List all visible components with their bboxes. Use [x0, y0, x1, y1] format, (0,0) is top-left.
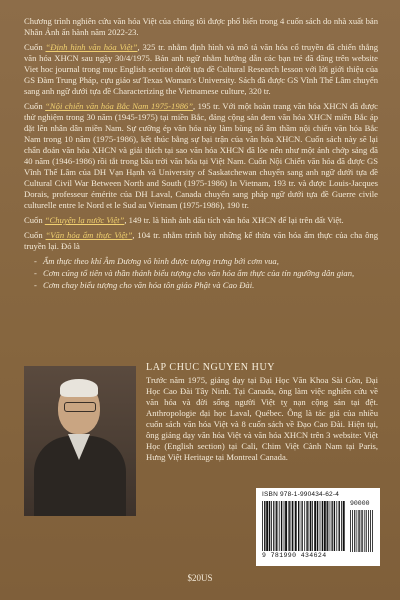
ean-number: 9 781990 434624 — [262, 552, 327, 559]
barcode-bar — [352, 510, 353, 552]
intro-paragraph: Chương trình nghiên cứu văn hóa Việt của chúng tôi được phổ biến trong 4 cuốn sách do nhà xuất bản Nhân Ảnh ấn hành năm 2022-23. — [24, 16, 378, 37]
barcode-bar — [368, 510, 369, 552]
barcode-bar — [343, 501, 345, 551]
barcode-bar — [331, 501, 332, 551]
barcode-bar — [362, 510, 363, 552]
barcode-bar — [279, 501, 280, 551]
barcode-bar — [262, 501, 263, 551]
barcode-bar — [320, 501, 321, 551]
barcode-bar — [304, 501, 305, 551]
description-text — [24, 16, 378, 292]
book3-title: “Chuyện lạ nước Việt” — [44, 215, 125, 225]
barcode-bar — [334, 501, 335, 551]
barcode-bar — [372, 510, 373, 552]
barcode-bar — [354, 510, 355, 552]
barcode-bar — [312, 501, 313, 551]
barcode-bar — [309, 501, 310, 551]
barcode-bar — [310, 501, 311, 551]
barcode-bar — [306, 501, 307, 551]
barcode-bar — [314, 501, 316, 551]
barcode-bar — [370, 510, 371, 552]
barcode-bar — [298, 501, 299, 551]
author-photo-glasses — [64, 402, 96, 412]
barcode-bar — [364, 510, 365, 552]
list-item: - Cơm chay biểu tượng cho văn hóa tôn giáo Phật và Cao Đài. — [34, 280, 378, 291]
barcode-bar — [358, 510, 359, 552]
barcode-addon: 90000 — [350, 500, 370, 507]
book1-title: “Định hình văn hóa Việt” — [45, 42, 138, 52]
barcode-bar — [356, 510, 357, 552]
isbn-number: ISBN 978-1-990434-62-4 — [262, 491, 340, 498]
barcode-bar — [332, 501, 333, 551]
barcode-bar — [336, 501, 337, 551]
barcode-bar — [366, 510, 367, 552]
book2-paragraph: Cuốn “Nội chiến văn hóa Bắc Nam 1975-1986”, 195 tr. Với một hoàn trang văn hóa XHCN đã được thử nghiệm trong 30 năm (1945-1975) tại miền Bắc, đảng cộng sản đem văn hóa XHCN miền Bắc áp đặt lên nhân dân miền Nam. Sự cưỡng ép văn hóa này làm bùng nổ âm thầm nội chiến văn hóa Bắc Nam trong 10 năm (1975-1986), kết thúc bằng sự bại trận của văn hóa XHCN. Cuốn sách này sẽ lại chẩn đoán văn hóa XHCN và giải thích tại sao văn hóa XHCN đã lòe nên như một ánh chớp sáng đã 40 năm (1946-1986) rồi tắt trong bầu trời văn hóa tại Việt Nam. Cuốn Nội Chiến văn hóa đã được GS Vĩnh Thế Lâm của DH Vạn Hạnh và University of Saskatchewan chuyển sang anh ngữ dưới tựa đề Cultural Civil War Between North and South (1975-1986) In Vietnam, 193 tr. và được Louis-Jacques Dorais, professeur émérite của DH Laval, Canada chuyển sang pháp ngữ dưới tựa đề Guerre civile culturelle entre le Nord et le Sud au Vietnam (1975-1986), 190 tr. — [24, 101, 378, 210]
book2-title: “Nội chiến văn hóa Bắc Nam 1975-1986” — [45, 101, 193, 111]
barcode-bar — [288, 501, 289, 551]
book1-paragraph: Cuốn “Định hình văn hóa Việt”, 325 tr. nhằm định hình và mô tả văn hóa cổ truyền đã chiến thắng văn hóa XHCN sau ngày 30/4/1975. Bản anh ngữ nhằm hướng dẫn các bạn trẻ đã đăng trên website Viet hoc journal trong mục English section dưới tựa đề Cultural Research lesson với lời giới thiệu của GS Đàm Trung Pháp, cựu giáo sư Texas Woman's University. Sách đã được GS Vĩnh Thế Lâm chuyển sang anh ngữ dưới tựa đề Characterizing the Vietnamese culture, 320 tr. — [24, 42, 378, 96]
barcode-bar — [302, 501, 303, 551]
cuisine-bullet-list — [34, 256, 378, 291]
barcode-bar — [327, 501, 328, 551]
list-item: - Ẩm thực theo khí Âm Dương vô hình được tượng trưng bởi cơm vua, — [34, 256, 378, 267]
barcode-bar — [317, 501, 318, 551]
barcode-bar — [295, 501, 297, 551]
barcode-bar — [264, 501, 265, 551]
barcode-bar — [271, 501, 272, 551]
author-bio — [146, 362, 378, 463]
barcode-bar — [269, 501, 270, 551]
barcode-bar — [284, 501, 285, 551]
barcode-bar — [285, 501, 287, 551]
barcode-bars-icon — [262, 501, 346, 551]
barcode-bar — [339, 501, 340, 551]
barcode-bar — [301, 501, 302, 551]
author-photo-hair — [60, 379, 98, 397]
book4-title: “Văn hóa ẩm thực Việt” — [45, 230, 133, 240]
author-photo — [24, 366, 136, 516]
barcode-bar — [361, 510, 362, 552]
barcode-bar — [266, 501, 268, 551]
book3-paragraph: Cuốn “Chuyện lạ nước Việt”, 149 tr. là hình ảnh dấu tích văn hóa XHCN để lại trên đất Việt. — [24, 215, 344, 225]
barcode-bar — [359, 510, 360, 552]
barcode-bar — [273, 501, 274, 551]
barcode-bar — [275, 501, 276, 551]
barcode-bar — [281, 501, 282, 551]
barcode-bar — [291, 501, 292, 551]
addon-bars-icon — [350, 510, 374, 552]
barcode-bar — [324, 501, 326, 551]
list-item: - Cơm cúng tổ tiên và thần thánh biểu tượng cho văn hóa ẩm thực của tín ngưỡng dân gian, — [34, 268, 378, 279]
barcode-bar — [350, 510, 351, 552]
barcode-bar — [292, 501, 293, 551]
barcode-bar — [329, 501, 330, 551]
isbn-barcode — [256, 488, 380, 566]
author-bio-text: Trước năm 1975, giảng dạy tại Đại Học Văn Khoa Sài Gòn, Đại Học Cao Đài Tây Ninh. Tại Canada, ông làm việc nghiên cứu về văn hóa và đời sống người Việt tỵ nạn cộng sản tại đệt. Anthropologie đại học Laval, Québec. Ông là tác giả của nhiều cuốn sách văn hóa Việt và 8 cuốn sách về Đạo Cao Đài. Hiện tại, ông giảng dạy văn hóa Việt và văn hóa XHCN trên 3 website: Việt Học (English section) tại Cali, Chim Việt Cành Nam tại Paris, Hưng Việt Heritage tại Montreal Canada. — [146, 375, 378, 462]
barcode-bar — [322, 501, 323, 551]
book4-paragraph: Cuốn “Văn hóa ẩm thực Việt”, 104 tr. nhằm trình bày những kế thừa văn hóa ẩm thực của cha ông truyền lại. Đó là — [24, 230, 378, 251]
barcode-bar — [276, 501, 277, 551]
barcode-bar — [341, 501, 342, 551]
price-label: $20US — [187, 573, 213, 583]
author-name: LAP CHUC NGUYEN HUY — [146, 362, 276, 373]
